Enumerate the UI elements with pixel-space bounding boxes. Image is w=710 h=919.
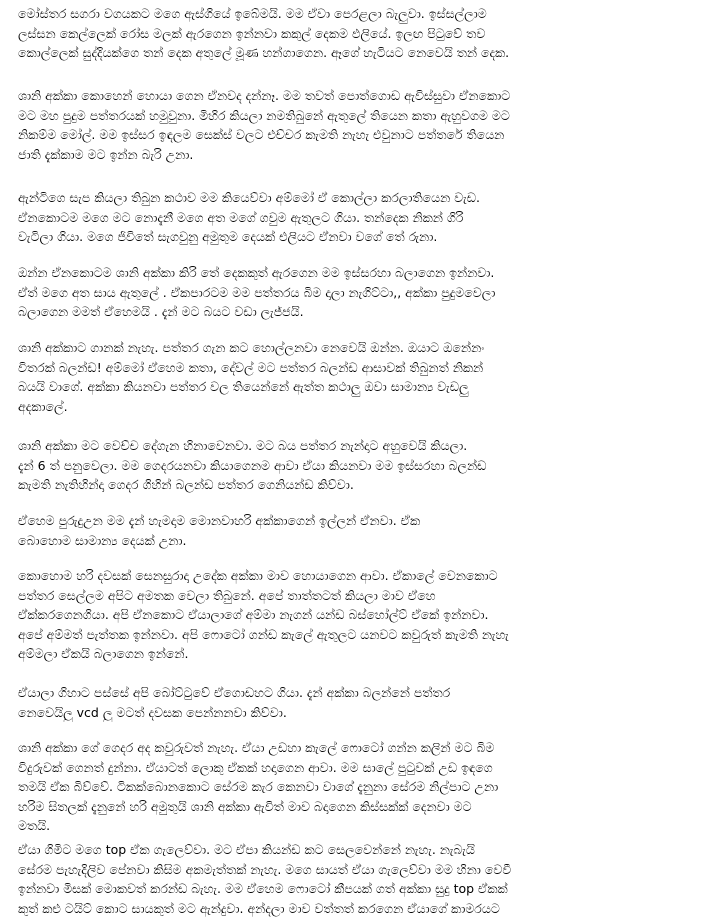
text-line: බලාගෙන මමත් ඒහෙමයි . දැන් මට බයට වඩා ලැජ්ජයි.	[18, 304, 304, 319]
paragraph-7	[18, 511, 694, 550]
text-line: අදකාලේ.	[18, 398, 68, 414]
text-line: ශානි අක්කාට ගානක් නැහැ. පත්තර ගැන කට හොල්ලනවා නෙවෙයි ඔන්න. ඔයාට ඔනේනං	[18, 340, 485, 355]
text-line: ඉන්නවා මිසක් මොකවත් කරන්ඩ බැහැ. මම ඒහෙම ෆොටෝ කීපයක් ගත් අක්කා සුදු top ඒකක්	[18, 881, 508, 896]
text-line: ඒයාලා ගිහාට පස්සේ අපි බෝට්ටුවේ ඒගොඩහට ගියා. දැන් අක්කා බලන්නේ පත්තර	[18, 685, 451, 700]
paragraph-11	[18, 840, 694, 918]
text-line: ඒත් මගෙ අත සාය ඇතුලේ . ඒකපාරටම මම පත්තරය බිම දාලා නැගිට්ටා,, අක්කා පුදුමවෙලා	[18, 284, 496, 300]
text-line: විදුරුවක් ගෙනත් දුන්නා. ඒයාටත් ලොකු ඒකක් හදාගෙන ආවා. මම සාලේ පුටුවක් උඩ ඉඳගෙ	[18, 759, 493, 775]
text-line: හරිම සිතලක් දැනුනේ හරි අමුතුයි ශානි අක්කා ඇවිත් මාව බදාගෙන කිස්සක්ක් දෙනවා මට	[18, 798, 472, 814]
text-line: මතයි.	[18, 818, 51, 833]
text-line: ඇන්ටිගෙ සැප කියලා තිබුන කථාව මම කියෙව්වා අම්මෝ ඒ කොල්ලා කරලාතියෙන වැඩ.	[18, 190, 480, 205]
text-line: ඒහෙම පුරුදුඋන මම දැන් හැමදාම මොනවාහරි අක්කාගෙන් ඉල්ලන් ඒනවා. ඒක	[18, 513, 421, 528]
text-line: දැන් 6 ත් පනුවෙලා. මම ගෙදරයනවා කියාගෙනම ආවා ඒයා කියනවා මම ඉස්සරහා බලන්ඩ	[18, 457, 487, 473]
text-line: කුත් කළු ටයිට් කොට සායකුත් මට ඇන්දුවා. අන්දලා මාව වත්තත් කරගෙන ඒයාගේ කාමරයට	[18, 900, 500, 916]
text-line: ශානි අක්කා මට වෙච්ච දේගැන හිනාවෙනවා. මට බය පත්තර නැන්දාට අහුවෙයි කියලා.	[18, 438, 468, 453]
paragraph-9	[18, 683, 694, 722]
paragraph-1	[18, 4, 694, 63]
text-line: ඔන්න ඒනකොටම ශානි අක්කා කිරි තේ දෙකකුත් ඇරගෙන මම ඉස්සරහා බලාගෙන ඉන්නවා.	[18, 265, 495, 280]
text-line: ඒක්කරගෙනගියා. අපි ඒනකොට ඒයාලාගේ අම්මා නැගන් යන්ඩ බස්හෝල්ට් ඒකේ ඉන්නවා.	[18, 607, 489, 622]
text-line: කොහොම හරි දවසක් සෙනසුරාදා උදේක අක්කා මාව හොයාගෙන ආවා. ඒකාලේ වෙනකොට	[18, 568, 498, 583]
text-line: ලස්සන කෙල්ලෙක් රෝස මලක් ඇරගෙන ඉන්නවා කකුල් දෙකම ඵලියේ. ඉලඟ පිටුවේ තව	[18, 25, 486, 41]
text-line: බොහොම සාමාන්‍ය දෙයක් උනා.	[18, 532, 187, 548]
paragraph-2	[18, 86, 694, 164]
paragraph-8	[18, 566, 694, 664]
paragraph-4	[18, 263, 694, 322]
text-line: නෙවෙයිලු vcd ලු මටත් දවසක පෙන්නනවා කිව්වා.	[18, 704, 287, 720]
text-line: වැටිලා ගියා. මගෙ ජිවිතේ සැගවුනු අමුතුම දෙයක් එලියට ඒනවා වගේ තේ රුනා.	[18, 229, 438, 244]
text-line: අම්මලා ඒකයි බලාගෙන ඉන්නේ.	[18, 646, 189, 661]
text-line: අපේ අම්මත් පැත්තක ඉන්නවා. අපි ෆොටෝ ගන්ඩ කැලේ ඇතුලට යනවට කවුරුත් කැමති නැහැ	[18, 626, 509, 642]
text-line: ඒයා ගිමිට මගෙ top ඒක ගැලෙව්වා. මට ඒපා කියන්ඩ කට සෙලවෙන්නේ නැහැ. නැබැයි	[18, 842, 475, 857]
text-line: මට මහ පුදුම පත්තරයක් හමුවුනා. මිහිර කියලා නමතිබුනේ ඇතුලේ තියෙන කතා ඇහුවගම මට	[18, 107, 510, 123]
text-line: විතරක් බලන්ඩ! අම්මෝ ඒහෙම කතා, දේවල් මට පත්තර බලන්ඩ ආසාවක් තිබුනත් නිකන්	[18, 359, 484, 375]
text-line: නිකම්ම මෝල්. මම ඉස්සර ඉඳලම සෙක්ස් වලට එච්චර කැමති නැහැ එවුනාට පත්තරේ තියෙන	[18, 127, 505, 142]
paragraph-5	[18, 338, 694, 416]
text-line: කොල්ලෙක් සුද්දියක්ගෙ තන් දෙක අතුලේ මූණ හන්ගාගෙන. ඈගේ හැටියට නෙවෙයි තන් දෙක.	[18, 45, 510, 60]
text-line: ජාති දැක්කාම මට ඉන්න බැරි උනා.	[18, 146, 194, 162]
text-line: සේරම පැහැදිලිව පේනවා කිසිම අකමැත්තක් නැහැ. මගෙ සායත් ඒයා ගැලෙව්වා මම හිනා වෙවී	[18, 861, 512, 877]
text-line: ශානි අක්කා කොහෙන් හොයා ගෙන ඒනවද දන්නෑ. මම තවත් පොත්ගොඩ ඇවිස්සුවා ඒනකොට	[18, 88, 511, 103]
text-line: ඒනකොටම මගෙ මට නොදැනී මගෙ අත මගේ ගවුම ඇතුලට ගියා. තන්දෙක නිකන් ගිරි	[18, 209, 464, 225]
paragraph-10	[18, 738, 694, 836]
text-line: පත්තර සෙල්ලම අපිට අමතක වෙලා තිබුනේ. අපේ තාත්තටත් කියලා මාව ඒහෙ	[18, 587, 436, 603]
text-line: කැමති නැතිහින්දා ගෙදර ගිහින් බලන්ඩ පත්තර ගෙනියන්ඩ කිව්වා.	[18, 477, 354, 492]
text-line: මෝස්තර සගරා වගයකට මගෙ ඇස්ගියේ ඉබේමයි. මම ඒවා පෙරළලා බැලුවා. ඉස්සල්ලාම	[18, 6, 487, 21]
text-line: තමයි ඒක බිව්වේ. ටිකක්බොනකොට සේරම කැර කෙනවා වාගේ දැනුනා සේරම නිල්පාට උනා	[18, 779, 499, 794]
text-line: බයයි වාගේ. අක්කා කියනවා පත්තර වල තියෙන්නේ ඇත්ත කථාලු ඔවා සාමාන්‍ය වැඩලු	[18, 379, 469, 394]
paragraph-6	[18, 436, 694, 495]
text-line: ශානි අක්කා ගේ ගෙදර අද කවුරුවත් නැහැ. ඒයා උඩහා කැලේ ෆොටෝ ගන්න කලින් මට බිම	[18, 740, 495, 755]
paragraph-3	[18, 188, 694, 247]
